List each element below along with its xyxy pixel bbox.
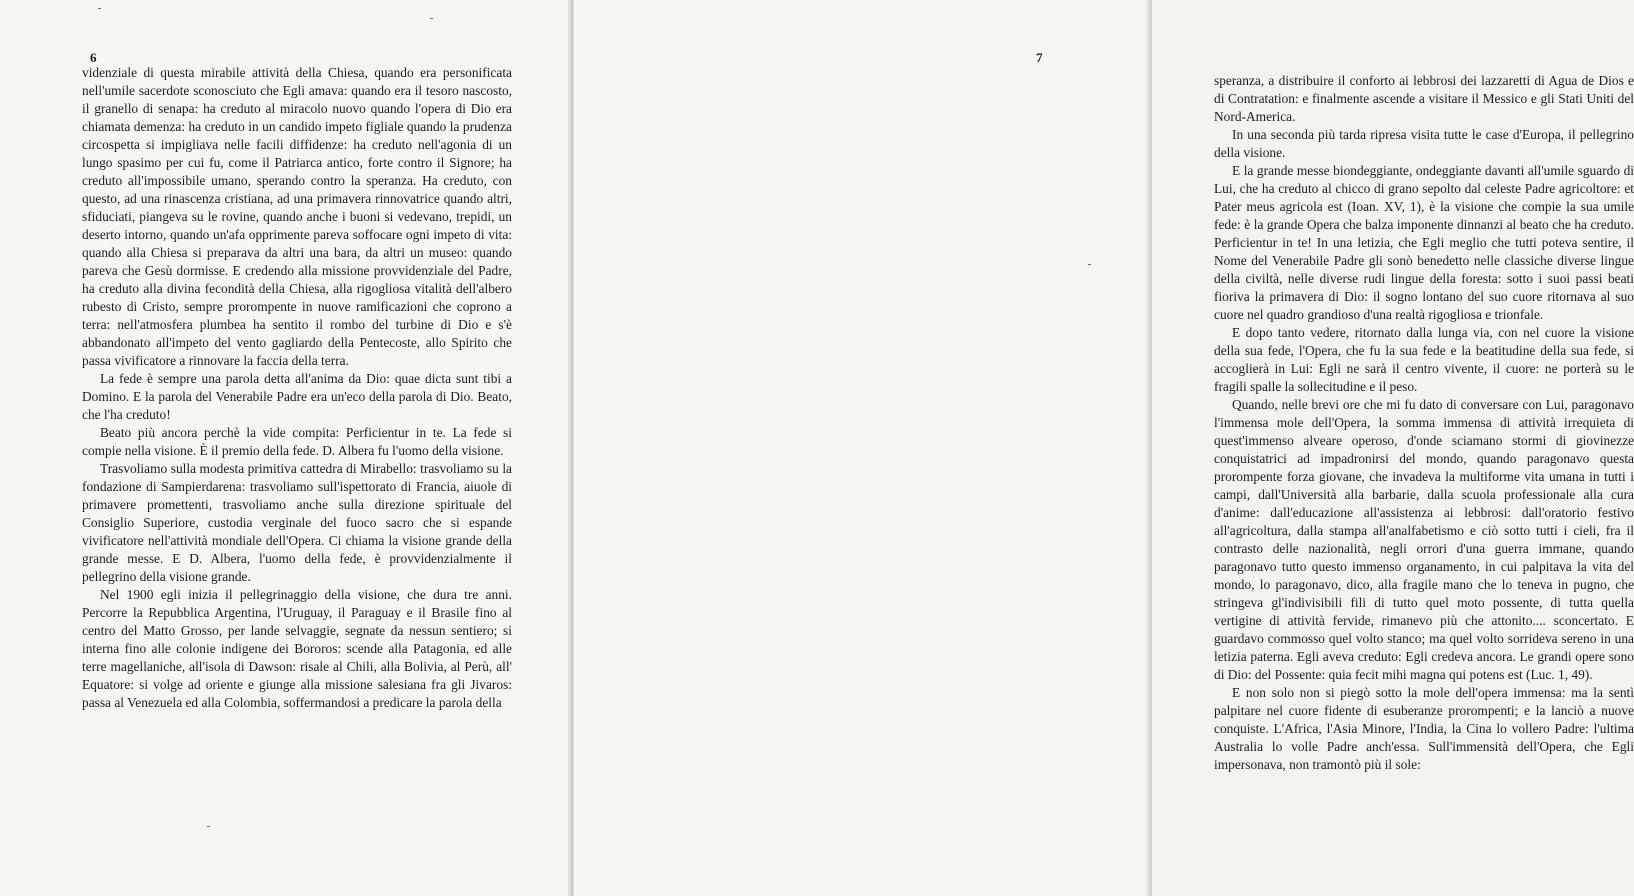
paragraph: La fede è sempre una parola detta all'anima da Dio: quae dicta sunt tibi a Domino. E la parola del Venerabile Padre era un'eco della parola di Dio. Beato, che l'ha creduto!: [82, 371, 512, 422]
paragraph: E la grande messe biondeggiante, ondeggiante davanti all'umile sguardo di Lui, che ha creduto al chicco di grano sepolto dal celeste Padre agricoltore: et Pater meus agricola est (Ioan. XV, 1), è la visione che compie la sua umile fede: è la grande Opera che balza imponente dinnanzi al beato che ha creduto. Perficientur in te! In una letizia, che Egli meglio che tutti poteva sentire, il Nome del Venerabile Padre gli sonò benedetto nelle classiche diverse lingue della civiltà, nelle diverse rudi lingue della foresta: sotto i suoi passi beati fioriva la primavera di Dio: il sogno lontano del suo cuore ritornava al suo cuore nel quadro grandioso d'una realtà rigogliosa e trionfale.: [1214, 163, 1634, 322]
scan-speck: [98, 8, 101, 9]
paragraph: Nel 1900 egli inizia il pellegrinaggio della visione, che dura tre anni. Percorre la Repubblica Argentina, l'Uruguay, il Paraguay e il Brasile fino al centro del Matto Grosso, per lande selvaggie, segnate da nessun sentiero; si interna fino alle colonie indigene dei Bororos: scende alla Patagonia, ed alle terre magellaniche, all'isola di Dawson: risale al Chili, alla Bolivia, al Perù, all' Equatore: si volge ad oriente e giunge alla missione salesiana fra gli Jivaros: passa al Venezuela ed alla Colombia, soffermandosi a predicare la parola della: [82, 587, 512, 710]
paragraph: E dopo tanto vedere, ritornato dalla lunga via, con nel cuore la visione della sua fede, l'Opera, che fu la sua fede e la beatitudine della sua fede, si accoglierà in Lui: Egli ne sarà il centro vivente, il cuore: ne porterà su le fragili spalle la sollecitudine e il peso.: [1214, 325, 1634, 394]
scan-speck: [430, 18, 433, 19]
paragraph: Trasvoliamo sulla modesta primitiva cattedra di Mirabello: trasvoliamo su la fondazione di Sampierdarena: trasvoliamo sull'ispettorato di Francia, aiuole di primavere promettenti, trasvoliamo anche sulla direzione spirituale del Consiglio Superiore, custodia verginale del fuoco sacro che si espande vivificatore nell'attività mondiale dell'Opera. Ci chiama la visione grande della grande messe. E D. Albera, l'uomo della fede, è provvidenzialmente il pellegrino della visione grande.: [82, 461, 512, 584]
paragraph: Beato più ancora perchè la vide compita: Perficientur in te. La fede si compie nella visione. È il premio della fede. D. Albera fu l'uomo della visione.: [82, 425, 512, 458]
scan-speck: [207, 826, 210, 827]
left-page: [0, 0, 570, 896]
paragraph: In una seconda più tarda ripresa visita tutte le case d'Europa, il pellegrino della visione.: [1214, 127, 1634, 160]
page-number: 7: [1036, 50, 1043, 65]
paragraph: Quando, nelle brevi ore che mi fu dato di conversare con Lui, paragonavo l'immensa mole dell'Opera, la somma immensa di attività irrequieta di quest'immenso alveare operoso, d'onde sciamano stormi di giovinezze conquistatrici ad impadronirsi del mondo, quando paragonavo questa prorompente forza giovane, che invadeva la multiforme vita umana in tutti i campi, dall'Università alla barbarie, dalla scuola professionale alla cura d'anime: dall'educazione all'assistenza ai lebbrosi: dall'oratorio festivo all'agricoltura, dalla stampa all'analfabetismo e ciò sotto tutti i cieli, fra il contrasto delle nazionalità, negli orrori d'una guerra immane, quando paragonavo tutto questo immenso organamento, in cui palpitava la vita del mondo, lo paragonavo, dico, alla fragile mano che lo teneva in pugno, che stringeva gl'indivisibili fili di tutto quel moto possente, di tutta quella vertigine di attività fervide, rimanevo più che attonito.... sconcertato. E guardavo commosso quel volto stanco; ma quel volto sorrideva sereno in una letizia paterna. Egli aveva creduto: Egli credeva ancora. Le grandi opere sono di Dio: del Possente: quia fecit mihi magna qui potens est (Luc. 1, 49).: [1214, 397, 1634, 682]
page-edge: [1146, 0, 1152, 896]
scan-speck: [1088, 264, 1091, 265]
page-body: [82, 64, 512, 712]
paragraph: E non solo non si piegò sotto la mole dell'opera immensa: ma la sentì palpitare nel cuore fidente di esuberanze prorompenti; e la lanciò a nuove conquiste. L'Africa, l'Asia Minore, l'India, la Cina lo vollero Padre: l'ultima Australia lo volle Padre anch'essa. Sull'immensità dell'Opera, che Egli impersonava, non tramontò più il sole:: [1214, 685, 1634, 772]
page-number: 6: [90, 50, 97, 65]
page-body: [1214, 72, 1634, 774]
paragraph: speranza, a distribuire il conforto ai lebbrosi dei lazzaretti di Agua de Dios e di Contratation: e finalmente ascende a visitare il Messico e gli Stati Uniti del Nord-America.: [1214, 73, 1634, 124]
paragraph: videnziale di questa mirabile attività della Chiesa, quando era personificata nell'umile sacerdote sconosciuto che Egli amava: quando era il tesoro nascosto, il granello di senapa: ha creduto al miracolo nuovo quando l'opera di Dio era chiamata demenza: ha creduto in un candido impeto figliale quando la prudenza circospetta si impigliava nelle facili diffidenze: ha creduto nell'agonia di un lungo spasimo per cui fu, come il Patriarca antico, forte contro il Signore; ha creduto all'impossibile umano, sperando contro la speranza. Ha creduto, con questo, ad una rinascenza cristiana, ad una primavera rinnovatrice quando altri, sfiduciati, piangeva su le rovine, quando anche i buoni si vedevano, trepidi, un deserto intorno, quando un'afa opprimente pareva soffocare ogni impeto di vita: quando alla Chiesa si preparava da altri una bara, da altri un museo: quando pareva che Gesù dormisse. E credendo alla missione provvidenziale del Padre, ha creduto alla divina fecondità della Chiesa, alla rigogliosa vitalità dell'albero rubesto di Cristo, sempre prorompente in nuove ramificazioni che coprono a terra: nell'atmosfera plumbea ha sentito il rombo del turbine di Dio e s'è abbandonato all'impeto del vento gagliardo della Pentecoste, allo Spirito che passa vivificatore a rinnovare la faccia della terra.: [82, 65, 512, 368]
right-page: [574, 0, 1634, 896]
